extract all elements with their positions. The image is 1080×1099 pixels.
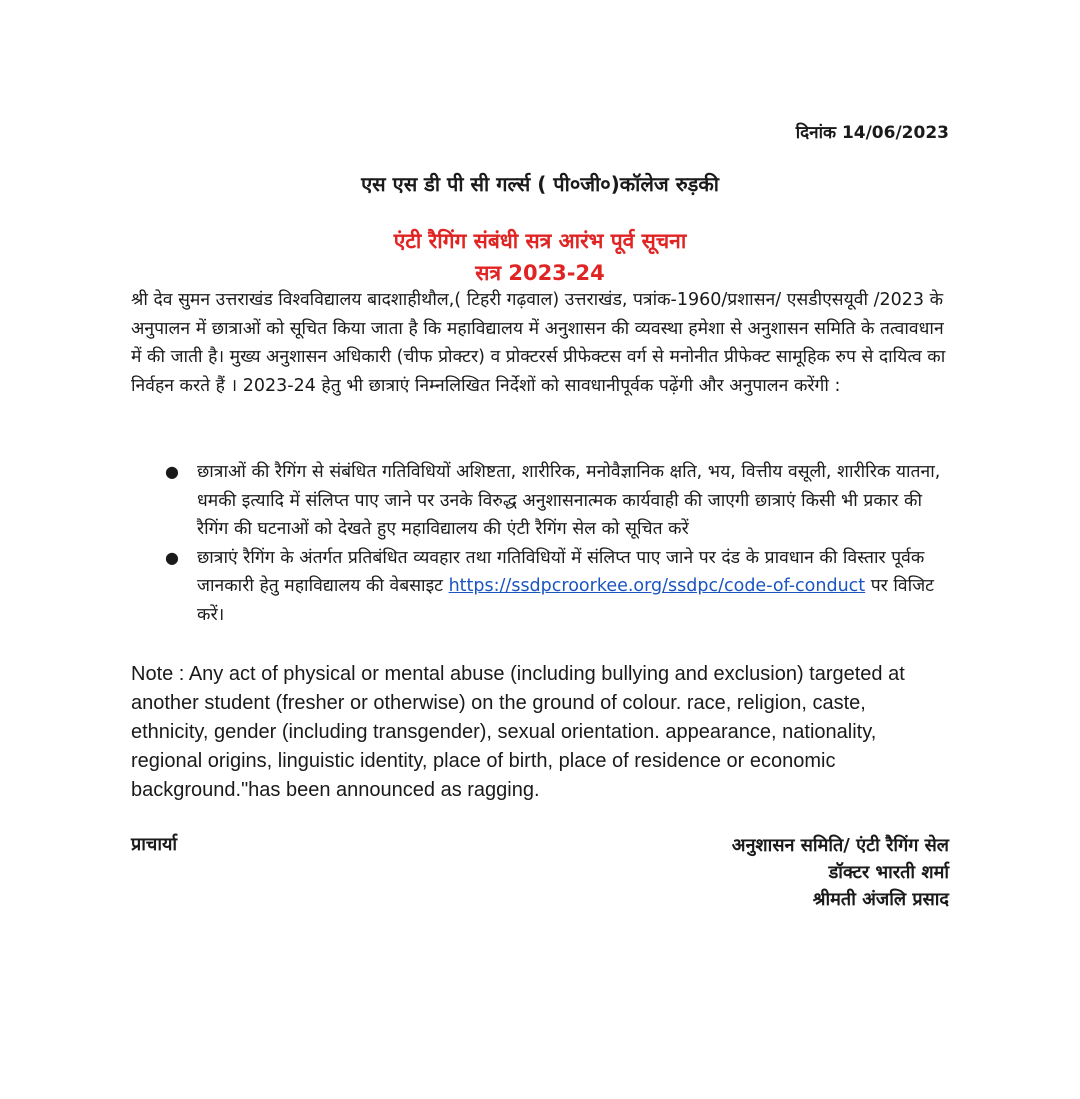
list-item-text: छात्राएं रैगिंग के अंतर्गत प्रतिबंधित व्यवहार तथा गतिविधियों में संलिप्त पाए जाने पर दंड के प्रावधान की विस्तार पूर्वक जानकारी हेतु महाविद्यालय की वेबसाइट [197,547,925,596]
notice-title-line: एंटी रैगिंग संबंधी सत्र आरंभ पूर्व सूचना [393,229,687,253]
notice-title [0,225,1080,289]
intro-paragraph [131,286,953,400]
intro-text: श्री देव सुमन उत्तराखंड विश्वविद्यालय बादशाहीथौल,( टिहरी गढ़वाल) उत्तराखंड, पत्रांक-1960/प्रशासन/ एसडीएसयूवी /2023 के अनुपालन में छात्राओं को सूचित किया जाता है कि महाविद्यालय में अनुशासन की व्यवस्था हमेशा से अनुशासन समिति के तत्वावधान में की जाती है। मुख्य अनुशासन अधिकारी (चीफ प्रोक्टर) व प्रोक्टरर्स प्रीफेक्टस वर्ग से मनोनीत प्रीफेक्ट सामूहिक रुप से दायित्व का निर्वहन करते हैं । 2023-24 हेतु भी छात्राएं निम्नलिखित निर्देशों को सावधानीपूर्वक पढ़ेंगी और अनुपालन करेंगी : [131,290,946,396]
committee-name: अनुशासन समिति/ एंटी रैगिंग सेल [731,835,949,856]
list-item [131,544,953,630]
list-item-text: छात्राओं की रैगिंग से संबंधित गतिविधियों अशिष्टता, शारीरिक, मनोवैज्ञानिक क्षति, भय, वित्तीय वसूली, शारीरिक यातना, धमकी इत्यादि में संलिप्त पाए जाने पर उनके विरुद्ध अनुशासनात्मक कार्यवाही की जाएगी छात्राएं किसी भी प्रकार की रैगिंग की घटनाओं को देखते हुए महाविद्यालय की एंटी रैगिंग सेल को सूचित करें [197,462,941,539]
list-item [131,458,953,544]
notice-date: दिनांक 14/06/2023 [795,123,949,143]
bullet-icon: ● [165,462,179,481]
principal-signature: प्राचार्या [131,834,178,855]
session-label: सत्र 2023-24 [475,261,605,285]
college-name: एस एस डी पी सी गर्ल्स ( पी०जी०)कॉलेज रुड़की [361,172,719,196]
instruction-list [131,458,953,629]
list-item-suffix: पर विजिट करें। [197,576,934,625]
bullet-icon: ● [165,547,179,567]
english-note: Note : Any act of physical or mental abuse (including bullying and exclusion) targeted at another student (fresher or otherwise) on the ground of colour. race, religion, caste, ethnicity, gender (including transgender), sexual orientation. appearance, nationality, regional origins, linguistic identity, place of birth, place of residence or economic background."has been announced as ragging. [131,663,905,801]
committee-member: डॉक्टर भारती शर्मा [828,862,949,883]
committee-signatures [732,832,949,913]
code-of-conduct-link[interactable]: https://ssdpcroorkee.org/ssdpc/code-of-conduct [448,576,866,596]
committee-member: श्रीमती अंजलि प्रसाद [812,889,949,910]
